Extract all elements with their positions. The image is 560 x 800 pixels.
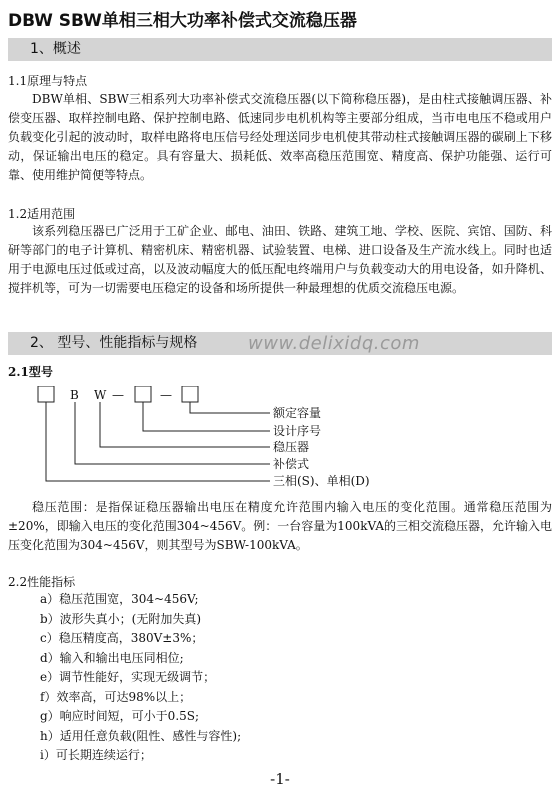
model-letter-w: W	[94, 388, 107, 402]
section-heading-1	[8, 38, 552, 61]
model-dash-2: —	[160, 388, 172, 402]
page-number: -1-	[270, 770, 290, 788]
spec-item: c）稳压精度高，380V±3%；	[40, 631, 204, 645]
paragraph-application-text: 该系列稳压器已广泛用于工矿企业、邮电、油田、铁路、建筑工地、学校、医院、宾馆、国防、科研等部门的电子计算机、精密机床、精密机器、试验装置、电梯、进口设备及生产流水线上。同时也适用于电源电压过低或过高，以及波动幅度大的低压配电终端用户与负载变动大的用电设备，如升降机、搅拌机等，可为一切需要电压稳定的设备和场所提供一种最理想的优质交流稳压电源。	[8, 224, 552, 295]
spec-item: i）可长期连续运行；	[40, 748, 152, 762]
model-box-capacity	[182, 386, 198, 402]
leader-line-capacity	[190, 402, 270, 413]
page-title: DBW SBW单相三相大功率补偿式交流稳压器	[8, 11, 357, 31]
paragraph-regulation-range-text: 稳压范围：是指保证稳压器输出电压在精度允许范围内输入电压的变化范围。通常稳压范围为±20%，即输入电压的变化范围304~456V。例：一台容量为100kVA的三相交流稳压器，允许输入电压变化范围为304~456V，则其型号为SBW-100kVA。	[8, 500, 552, 552]
paragraph-application	[8, 222, 552, 298]
leader-line-phase	[46, 402, 270, 481]
spec-item: b）波形失真小；(无附加失真)	[40, 611, 202, 626]
website-watermark: www.delixidq.com	[248, 333, 420, 354]
model-dash-1: —	[112, 388, 124, 402]
section-heading-2-label: 2、 型号、性能指标与规格	[30, 335, 198, 351]
paragraph-regulation-range	[8, 498, 552, 555]
label-compensation: 补偿式	[273, 457, 310, 471]
subheading-performance: 2.2性能指标	[8, 575, 76, 589]
paragraph-principle	[8, 90, 552, 185]
spec-item: g）响应时间短，可小于0.5S;	[40, 709, 200, 723]
performance-list	[40, 590, 241, 766]
spec-item: h）适用任意负载(阻性、感性与容性);	[40, 728, 242, 743]
subheading-model: 2.1型号	[8, 365, 53, 379]
model-diagram	[30, 386, 390, 496]
leader-line-compensation	[75, 402, 270, 464]
model-box-series	[135, 386, 151, 402]
section-heading-2	[8, 332, 552, 355]
model-box-phase	[38, 386, 54, 402]
spec-item: f）效率高，可达98%以上；	[40, 689, 192, 704]
leader-line-regulator	[100, 402, 270, 447]
label-regulator: 稳压器	[273, 440, 310, 454]
subheading-application: 1.2适用范围	[8, 207, 76, 221]
leader-line-series	[143, 402, 270, 431]
subheading-principle: 1.1原理与特点	[8, 74, 88, 88]
section-heading-1-label: 1、概述	[30, 41, 81, 57]
model-letter-b: B	[70, 388, 79, 402]
spec-item: e）调节性能好，实现无级调节；	[40, 670, 216, 684]
label-phase: 三相(S)、单相(D)	[273, 474, 370, 488]
paragraph-principle-text: DBW单相、SBW三相系列大功率补偿式交流稳压器(以下简称稳压器)，是由柱式接触调压器、补偿变压器、取样控制电路、保护控制电路、低速同步电机机构等主要部分组成，当市电电压不稳或用户负载变化引起的波动时，取样电路将电压信号经处理送同步电机使其带动柱式接触调压器的碳刷上下移动，保证输出电压的稳定。具有容量大、损耗低、效率高稳压范围宽、精度高、保护功能强、运行可靠、使用维护简便等特点。	[8, 92, 552, 182]
spec-item: a）稳压范围宽，304~456V;	[40, 592, 199, 606]
label-capacity: 额定容量	[273, 406, 322, 420]
spec-item: d）输入和输出电压同相位;	[40, 650, 184, 665]
label-series: 设计序号	[273, 424, 322, 438]
